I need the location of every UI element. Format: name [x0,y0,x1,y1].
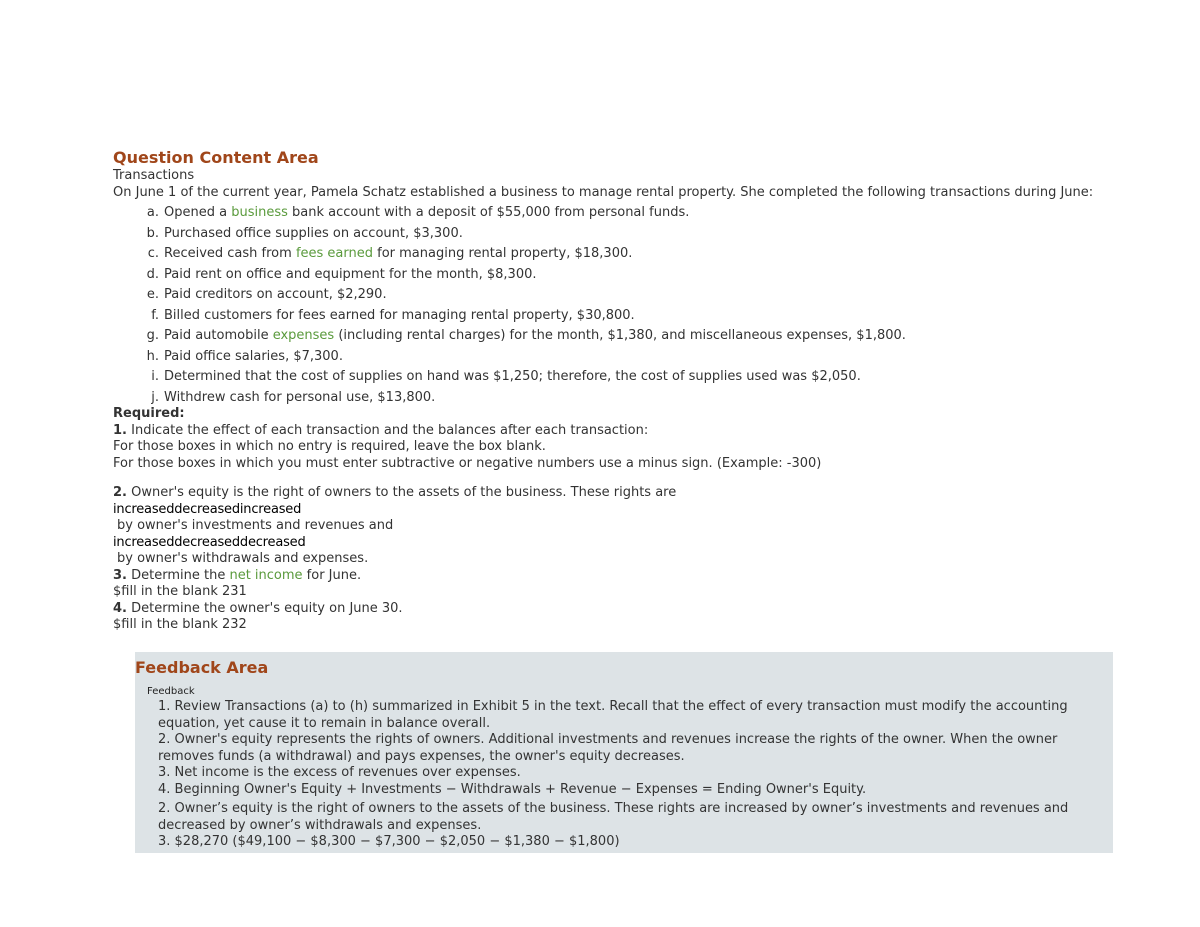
question-text: by owner's investments and revenues and [117,518,394,533]
glossary-link[interactable]: net income [229,567,303,583]
item-letter: j. [151,389,159,405]
question-content-title: Question Content Area [113,148,319,167]
rights-dropdown-1[interactable]: increaseddecreasedincreased [113,501,302,517]
item-letter: c. [147,246,159,261]
question-text: Owner's equity is the right of owners to the assets of the business. These rights are [126,485,677,500]
list-item [113,203,1113,224]
feedback-line: 4. Beginning Owner's Equity + Investments − Withdrawals + Revenue − Expenses = Ending Owner's Equity. [158,781,867,797]
item-letter: b. [146,225,159,241]
feedback-body [158,699,1108,851]
feedback-line: 3. Net income is the excess of revenues over expenses. [158,765,521,780]
question-text: Determine the [126,567,230,583]
glossary-link[interactable]: expenses [272,328,335,343]
item-letter: e. [146,287,159,302]
list-item [113,326,1113,347]
item-letter: g. [146,328,159,343]
item-text: Received cash from [164,246,296,261]
item-letter: f. [151,307,159,323]
question-number: 1. [113,422,127,438]
list-item [113,367,1113,388]
list-item [113,224,1113,245]
item-text: Opened a [164,205,232,220]
feedback-title: Feedback Area [135,658,269,677]
item-letter: i. [151,369,159,384]
question-3 [113,568,1113,585]
list-item [113,388,1113,409]
question-text: for June. [302,567,362,583]
question-text: Determine the owner's equity on June 30. [126,600,403,616]
feedback-answer: 3. $28,270 ($49,100 − $8,300 − $7,300 − $2,050 − $1,380 − $1,800) [158,834,620,849]
item-text: Paid automobile [164,328,273,343]
glossary-link[interactable]: fees earned [295,246,373,261]
question-number: 4. [113,600,127,616]
item-text: Determined that the cost of supplies on hand was $1,250; therefore, the cost of supplies used was $2,050. [164,369,861,384]
owners-equity-blank[interactable]: $fill in the blank 232 [113,617,247,632]
question-content-area [113,148,1113,634]
list-item [113,265,1113,286]
list-item [113,285,1113,306]
question-number: 3. [113,567,127,583]
question-number: 2. [113,485,127,500]
question-1 [113,423,1113,440]
feedback-answer: 2. Owner’s equity is the right of owners to the assets of the business. These rights are increased by owner’s investments and revenues and decreased by owner’s withdrawals and expenses. [158,801,1069,833]
question-4 [113,601,1113,618]
item-text: Paid rent on office and equipment for the month, $8,300. [164,266,537,282]
item-text: bank account with a deposit of $55,000 from personal funds. [287,205,690,220]
required-label: Required: [113,406,185,421]
list-item [113,347,1113,368]
item-text: for managing rental property, $18,300. [373,246,633,261]
question-text: by owner's withdrawals and expenses. [117,551,369,566]
item-letter: d. [146,266,159,282]
feedback-label: Feedback [147,686,195,697]
instruction-note: For those boxes in which you must enter subtractive or negative numbers use a minus sign. (Example: -300) [113,455,822,471]
instruction-note: For those boxes in which no entry is required, leave the box blank. [113,439,546,454]
transaction-list [113,203,1113,408]
item-text: Withdrew cash for personal use, $13,800. [164,389,436,405]
net-income-blank[interactable]: $fill in the blank 231 [113,584,247,599]
question-2 [113,485,1113,502]
spacer [113,472,1113,485]
item-text: Purchased office supplies on account, $3,300. [164,225,463,241]
item-text: Paid office salaries, $7,300. [164,348,343,364]
item-text: Paid creditors on account, $2,290. [164,287,387,302]
item-letter: a. [146,205,159,220]
list-item [113,306,1113,327]
glossary-link[interactable]: business [231,205,288,220]
item-letter: h. [146,348,159,364]
list-item [113,244,1113,265]
feedback-line: 1. Review Transactions (a) to (h) summarized in Exhibit 5 in the text. Recall that the effect of every transaction must modify the accounting equation, yet cause it to remain in balance overall. [158,699,1068,731]
item-text: (including rental charges) for the month, $1,380, and miscellaneous expenses, $1,800. [334,328,906,343]
feedback-area [135,652,1113,853]
rights-dropdown-2[interactable]: increaseddecreaseddecreased [113,534,306,550]
question-subtitle: Transactions [113,168,195,183]
question-text: Indicate the effect of each transaction and the balances after each transaction: [126,422,649,438]
item-text: Billed customers for fees earned for managing rental property, $30,800. [164,307,635,323]
question-intro: On June 1 of the current year, Pamela Schatz established a business to manage rental property. She completed the following transactions during June: [113,184,1094,200]
feedback-line: 2. Owner's equity represents the rights of owners. Additional investments and revenues increase the rights of the owner. When the owner removes funds (a withdrawal) and pays expenses, the owner's equity decreases. [158,732,1058,764]
